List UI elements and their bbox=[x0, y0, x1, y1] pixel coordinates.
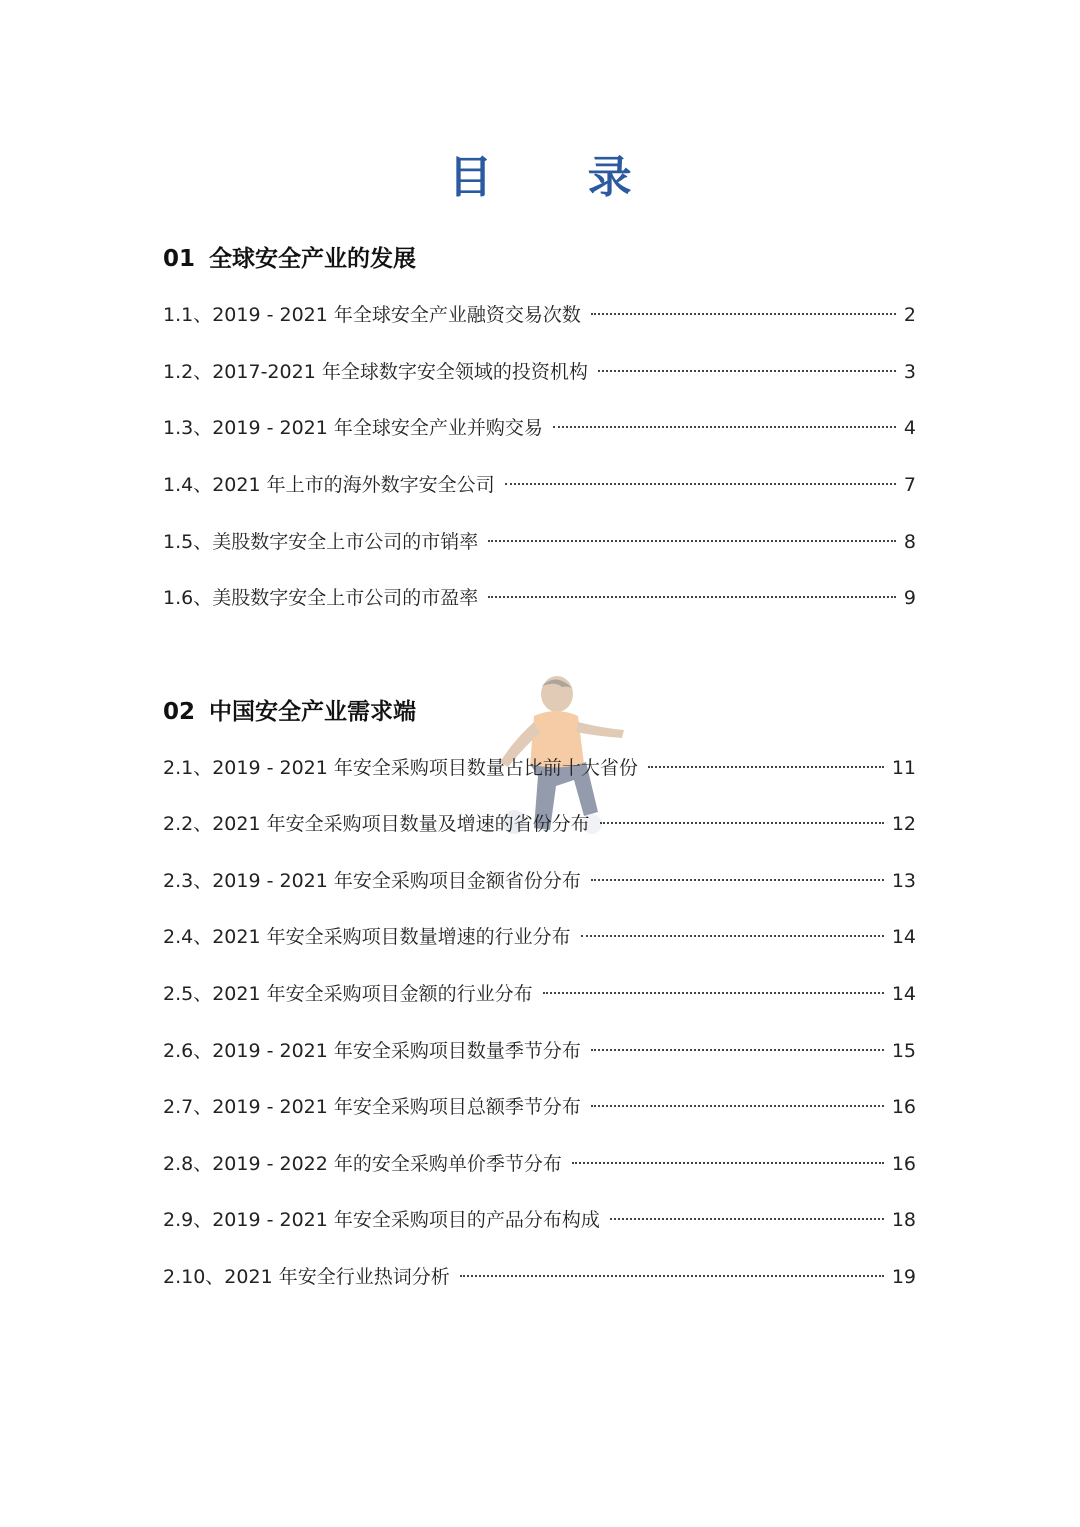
dot-leader bbox=[488, 596, 896, 598]
dot-leader bbox=[598, 370, 896, 372]
toc-entry-page: 18 bbox=[891, 1209, 916, 1231]
toc-entry-page: 8 bbox=[903, 531, 916, 553]
toc-entry-page: 14 bbox=[891, 983, 916, 1005]
toc-entry[interactable] bbox=[163, 1205, 916, 1235]
toc-entry-label: 2.7、2019 - 2021 年安全采购项目总额季节分布 bbox=[163, 1096, 581, 1118]
toc-entry-label: 2.9、2019 - 2021 年安全采购项目的产品分布构成 bbox=[163, 1209, 600, 1231]
dot-leader bbox=[648, 766, 884, 768]
toc-entry-page: 16 bbox=[891, 1153, 916, 1175]
toc-entry[interactable] bbox=[163, 866, 916, 896]
toc-entry-label: 2.10、2021 年安全行业热词分析 bbox=[163, 1266, 450, 1288]
section-title: 全球安全产业的发展 bbox=[209, 246, 417, 272]
toc-entry-page: 4 bbox=[903, 417, 916, 439]
toc-entry[interactable] bbox=[163, 527, 916, 557]
toc-entry-page: 7 bbox=[903, 474, 916, 496]
dot-leader bbox=[591, 313, 896, 315]
toc-entry-page: 14 bbox=[891, 926, 916, 948]
toc-entry[interactable] bbox=[163, 809, 916, 839]
dot-leader bbox=[572, 1162, 884, 1164]
dot-leader bbox=[460, 1275, 884, 1277]
toc-entry-page: 2 bbox=[903, 304, 916, 326]
toc-entry-label: 2.2、2021 年安全采购项目数量及增速的省份分布 bbox=[163, 813, 590, 835]
toc-entry-label: 2.1、2019 - 2021 年安全采购项目数量占比前十大省份 bbox=[163, 757, 638, 779]
toc-entry[interactable] bbox=[163, 979, 916, 1009]
dot-leader bbox=[600, 822, 884, 824]
toc-entry-label: 1.4、2021 年上市的海外数字安全公司 bbox=[163, 474, 495, 496]
toc-entry-label: 1.5、美股数字安全上市公司的市销率 bbox=[163, 531, 479, 553]
toc-entry[interactable] bbox=[163, 300, 916, 330]
dot-leader bbox=[591, 1049, 884, 1051]
section-number: 01 bbox=[163, 246, 196, 272]
page-title: 目 录 bbox=[448, 152, 672, 203]
dot-leader bbox=[505, 483, 896, 485]
toc-entry-label: 1.1、2019 - 2021 年全球安全产业融资交易次数 bbox=[163, 304, 581, 326]
section-heading-01 bbox=[163, 244, 416, 274]
toc-entry-label: 2.4、2021 年安全采购项目数量增速的行业分布 bbox=[163, 926, 571, 948]
toc-entry[interactable] bbox=[163, 1036, 916, 1066]
toc-entry-label: 2.3、2019 - 2021 年安全采购项目金额省份分布 bbox=[163, 870, 581, 892]
dot-leader bbox=[543, 992, 884, 994]
dot-leader bbox=[581, 935, 884, 937]
toc-entry-page: 12 bbox=[891, 813, 916, 835]
toc-entry-page: 13 bbox=[891, 870, 916, 892]
toc-entry[interactable] bbox=[163, 1262, 916, 1292]
toc-entry[interactable] bbox=[163, 470, 916, 500]
toc-entry-page: 11 bbox=[891, 757, 916, 779]
toc-entry[interactable] bbox=[163, 413, 916, 443]
dot-leader bbox=[591, 1105, 884, 1107]
toc-entry-page: 3 bbox=[903, 361, 916, 383]
toc-entry-label: 1.2、2017-2021 年全球数字安全领域的投资机构 bbox=[163, 361, 588, 383]
toc-entry-label: 2.5、2021 年安全采购项目金额的行业分布 bbox=[163, 983, 533, 1005]
toc-entry-label: 1.3、2019 - 2021 年全球安全产业并购交易 bbox=[163, 417, 543, 439]
toc-entry-page: 16 bbox=[891, 1096, 916, 1118]
toc-entry[interactable] bbox=[163, 1149, 916, 1179]
section-title: 中国安全产业需求端 bbox=[209, 699, 417, 725]
toc-entry[interactable] bbox=[163, 1092, 916, 1122]
toc-entry-page: 19 bbox=[891, 1266, 916, 1288]
toc-entry[interactable] bbox=[163, 357, 916, 387]
toc-entry[interactable] bbox=[163, 922, 916, 952]
dot-leader bbox=[553, 426, 896, 428]
section-number: 02 bbox=[163, 699, 196, 725]
toc-entry[interactable] bbox=[163, 753, 916, 783]
toc-entry-label: 2.8、2019 - 2022 年的安全采购单价季节分布 bbox=[163, 1153, 562, 1175]
section-heading-02 bbox=[163, 697, 416, 727]
toc-entry-label: 2.6、2019 - 2021 年安全采购项目数量季节分布 bbox=[163, 1040, 581, 1062]
dot-leader bbox=[610, 1218, 884, 1220]
toc-entry-page: 15 bbox=[891, 1040, 916, 1062]
dot-leader bbox=[591, 879, 884, 881]
toc-entry-page: 9 bbox=[903, 587, 916, 609]
dot-leader bbox=[488, 540, 896, 542]
toc-entry[interactable] bbox=[163, 583, 916, 613]
toc-entry-label: 1.6、美股数字安全上市公司的市盈率 bbox=[163, 587, 479, 609]
